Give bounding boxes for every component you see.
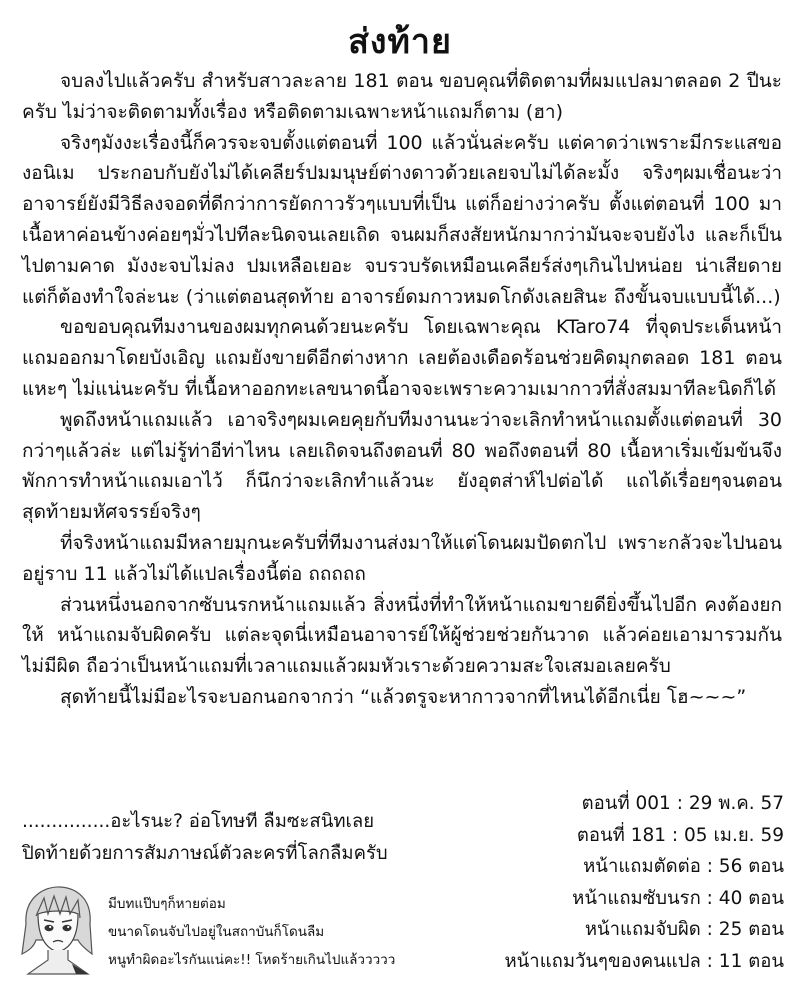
closing-note xyxy=(22,806,442,870)
paragraph-7: สุดท้ายนี้ไม่มีอะไรจะบอกนอกจากว่า “แล้วตรูจะหากาวจากที่ไหนได้อีกเนี่ย โฮ~~~” xyxy=(60,685,747,708)
caption-line-3: หนูทำผิดอะไรกันแน่คะ!! โหดร้ายเกินไปแล้ววววว xyxy=(108,952,396,968)
paragraph-3: ขอขอบคุณทีมงานของผมทุกคนด้วยนะครับ โดยเฉพาะคุณ KTaro74 ที่จุดประเด็นหน้าแถมออกมาโดยบังเอิญ แถมยังขายดีอีกต่างหาก เลยต้องเดือดร้อนช่วยคิดมุกตลอด 181 ตอน แหะๆ ไม่แน่นะครับ ที่เนื้อหาออกทะเลขนาดนี้อาจจะเพราะความเมากาวที่สั่งสมมาทีละนิดก็ได้ xyxy=(22,316,782,400)
paragraph-6: ส่วนหนึ่งนอกจากซับนรกหน้าแถมแล้ว สิ่งหนึ่งที่ทำให้หน้าแถมขายดียิ่งขึ้นไปอีก คงต้องยกให้ หน้าแถมจับผิดครับ แต่ละจุดนี่เหมือนอาจารย์ให้ผู้ช่วยช่วยกันวาด แล้วค่อยเอามารวมกันไม่มีผิด ถือว่าเป็นหน้าแถมที่เวลาแถมแล้วผมหัวเราะด้วยความสะใจเสมอเลยครับ xyxy=(22,593,782,678)
stat-sub-bonus: หน้าแถมซับนรก : 40 ตอน xyxy=(572,887,784,909)
paragraph-5: ที่จริงหน้าแถมมีหลายมุกนะครับที่ทีมงานส่งมาให้แต่โดนผมปัดตกไป เพราะกลัวจะไปนอนอยู่ราบ 11 แล้วไม่ได้แปลเรื่องนี้ต่อ ถถถถถ xyxy=(22,531,782,585)
stat-spot-bonus: หน้าแถมจับผิด : 25 ตอน xyxy=(584,919,784,940)
character-caption xyxy=(14,884,484,978)
paragraph-1: จบลงไปแล้วครับ สำหรับสาวละลาย 181 ตอน ขอบคุณที่ติดตามที่ผมแปลมาตลอด 2 ปีนะครับ ไม่ว่าจะติดตามทั้งเรื่อง หรือติดตามเฉพาะหน้าแถมก็ตาม (ฮา) xyxy=(22,70,782,123)
page-title: ส่งท้าย xyxy=(348,22,452,62)
chapter-stats xyxy=(504,788,784,977)
stat-first-chapter: ตอนที่ 001 : 29 พ.ค. 57 xyxy=(581,793,784,814)
caption-line-1: มีบทแป๊บๆก็หายต่อม xyxy=(108,896,226,912)
stat-last-chapter: ตอนที่ 181 : 05 เม.ย. 59 xyxy=(576,824,784,846)
stat-translator-bonus: หน้าแถมวันๆของคนแปล : 11 ตอน xyxy=(504,950,784,972)
closing-line-2: ปิดท้ายด้วยการสัมภาษณ์ตัวละครที่โลกลืมครับ xyxy=(22,843,388,864)
afterword-body xyxy=(22,66,782,713)
manga-girl-portrait-icon xyxy=(14,884,100,978)
paragraph-2: จริงๆมังงะเรื่องนี้ก็ควรจะจบตั้งแต่ตอนที่ 100 แล้วนั่นล่ะครับ แต่คาดว่าเพราะมีกระแสของอนิเม ประกอบกับยังไม่ได้เคลียร์ปมมนุษย์ต่างดาวด้วยเลยจบไม่ได้ละมั้ง จริงๆผมเชื่อนะว่าอาจารย์ยังมีวิธีลงจอดที่ดีกว่าการยัดกาวรัวๆแบบที่เป็น แต่ก็อย่างว่าครับ ตั้งแต่ตอนที่ 100 มาเนื้อหาค่อนข้างค่อยๆมั่วไปทีละนิดจนเลยเถิด จนผมก็สงสัยหนักมากว่ามันจะจบยังไง และก็เป็นไปตามคาด มังงะจบไม่ลง ปมเหลือเยอะ จบรวบรัดเหมือนเคลียร์ส่งๆเกินไปหน่อย น่าเสียดายแต่ก็ต้องทำใจล่ะนะ (ว่าแต่ตอนสุดท้าย อาจารย์ดมกาวหมดโกดังเลยสินะ ถึงขั้นจบแบบนี้ได้...) xyxy=(22,131,782,308)
paragraph-4: พูดถึงหน้าแถมแล้ว เอาจริงๆผมเคยคุยกับทีมงานนะว่าจะเลิกทำหน้าแถมตั้งแต่ตอนที่ 30 กว่าๆแล้วล่ะ แต่ไม่รู้ท่าอีท่าไหน เลยเถิดจนถึงตอนที่ 80 พอถึงตอนที่ 80 เนื้อหาเริ่มเข้มข้นจึงพักการทำหน้าแถมเอาไว้ ก็นึกว่าจะเลิกทำแล้วนะ ยังอุตส่าห์ไปต่อได้ แถได้เรื่อยๆจนตอนสุดท้ายมหัศจรรย์จริงๆ xyxy=(22,408,782,524)
caption-text xyxy=(108,890,488,974)
stat-edited-bonus: หน้าแถมตัดต่อ : 56 ตอน xyxy=(583,856,784,877)
closing-line-1: ...............อะไรนะ? อ่อโทษที ลืมซะสนิทเลย xyxy=(22,811,375,832)
caption-line-2: ขนาดโดนจับไปอยู่ในสถาบันก็โดนลืม xyxy=(108,924,325,940)
